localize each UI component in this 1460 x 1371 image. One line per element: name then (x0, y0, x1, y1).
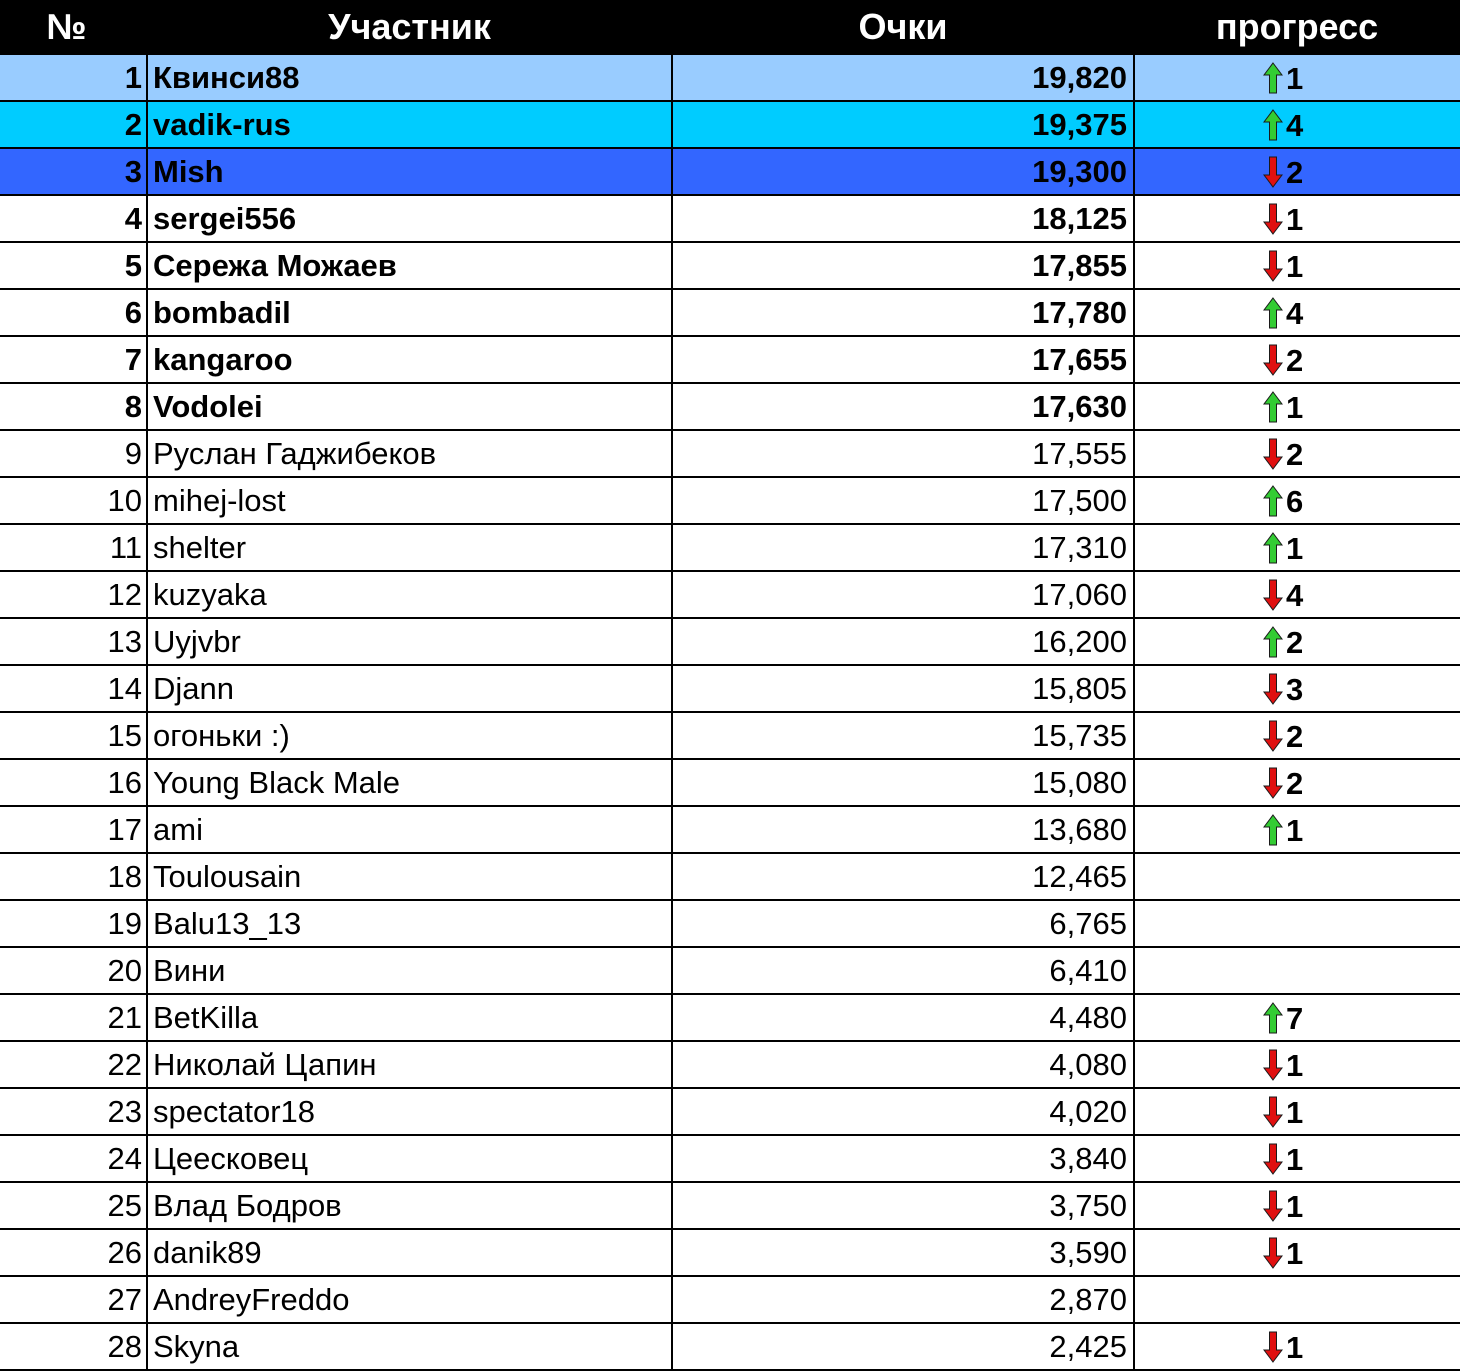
arrow-down-icon (1263, 1143, 1283, 1175)
progress-cell (1134, 712, 1460, 759)
participant-cell: Влад Бодров (147, 1182, 672, 1229)
table-row (0, 994, 1460, 1041)
table-row (0, 759, 1460, 806)
table-row (0, 618, 1460, 665)
progress-delta: 4 (1286, 295, 1304, 331)
rank-cell: 25 (0, 1182, 147, 1229)
points-cell: 17,500 (672, 477, 1134, 524)
arrow-up-icon (1263, 1002, 1283, 1034)
points-cell: 3,590 (672, 1229, 1134, 1276)
points-cell: 13,680 (672, 806, 1134, 853)
points-cell: 17,855 (672, 242, 1134, 289)
rank-cell: 2 (0, 101, 147, 148)
arrow-down-icon (1263, 767, 1283, 799)
table-row (0, 54, 1460, 101)
progress-delta: 1 (1286, 248, 1304, 284)
progress-cell (1134, 1229, 1460, 1276)
participant-cell: Toulousain (147, 853, 672, 900)
participant-cell: bombadil (147, 289, 672, 336)
participant-cell: Mish (147, 148, 672, 195)
arrow-down-icon (1263, 438, 1283, 470)
table-row (0, 101, 1460, 148)
progress-cell (1134, 1323, 1460, 1370)
progress-cell (1134, 1041, 1460, 1088)
progress-cell (1134, 148, 1460, 195)
rank-cell: 23 (0, 1088, 147, 1135)
table-row (0, 524, 1460, 571)
progress-delta: 7 (1286, 1000, 1304, 1036)
progress-cell (1134, 947, 1460, 994)
table-row (0, 242, 1460, 289)
participant-cell: огоньки :) (147, 712, 672, 759)
progress-cell (1134, 900, 1460, 947)
table-body (0, 54, 1460, 1370)
rank-cell: 13 (0, 618, 147, 665)
points-cell: 6,410 (672, 947, 1134, 994)
progress-delta: 2 (1286, 624, 1304, 660)
arrow-down-icon (1263, 156, 1283, 188)
points-cell: 17,655 (672, 336, 1134, 383)
rank-cell: 19 (0, 900, 147, 947)
table-row (0, 712, 1460, 759)
progress-cell (1134, 54, 1460, 101)
rank-cell: 24 (0, 1135, 147, 1182)
rank-cell: 26 (0, 1229, 147, 1276)
progress-delta: 6 (1286, 483, 1304, 519)
progress-cell (1134, 289, 1460, 336)
points-cell: 17,630 (672, 383, 1134, 430)
arrow-down-icon (1263, 579, 1283, 611)
participant-cell: ami (147, 806, 672, 853)
arrow-down-icon (1263, 1096, 1283, 1128)
table-row (0, 430, 1460, 477)
participant-cell: Руслан Гаджибеков (147, 430, 672, 477)
progress-cell (1134, 759, 1460, 806)
progress-cell (1134, 994, 1460, 1041)
table-row (0, 853, 1460, 900)
points-cell: 3,750 (672, 1182, 1134, 1229)
rank-cell: 22 (0, 1041, 147, 1088)
participant-cell: shelter (147, 524, 672, 571)
rank-cell: 1 (0, 54, 147, 101)
participant-cell: Цеесковец (147, 1135, 672, 1182)
participant-cell: Николай Цапин (147, 1041, 672, 1088)
participant-cell: Balu13_13 (147, 900, 672, 947)
rank-cell: 15 (0, 712, 147, 759)
progress-delta: 1 (1286, 1235, 1304, 1271)
arrow-down-icon (1263, 1190, 1283, 1222)
arrow-up-icon (1263, 109, 1283, 141)
rank-cell: 18 (0, 853, 147, 900)
table-row (0, 1041, 1460, 1088)
rank-column-header: № (46, 5, 87, 47)
participant-cell: BetKilla (147, 994, 672, 1041)
table-row (0, 289, 1460, 336)
progress-delta: 1 (1286, 1188, 1304, 1224)
progress-cell (1134, 524, 1460, 571)
points-cell: 3,840 (672, 1135, 1134, 1182)
arrow-up-icon (1263, 814, 1283, 846)
arrow-down-icon (1263, 250, 1283, 282)
arrow-up-icon (1263, 62, 1283, 94)
progress-delta: 2 (1286, 342, 1304, 378)
progress-cell (1134, 336, 1460, 383)
participant-column-header: Участник (328, 5, 491, 47)
participant-cell: Квинси88 (147, 54, 672, 101)
rank-cell: 14 (0, 665, 147, 712)
table-header (0, 0, 1460, 54)
arrow-down-icon (1263, 1331, 1283, 1363)
points-cell: 17,060 (672, 571, 1134, 618)
progress-delta: 4 (1286, 107, 1304, 143)
progress-delta: 1 (1286, 1047, 1304, 1083)
points-cell: 17,780 (672, 289, 1134, 336)
arrow-up-icon (1263, 297, 1283, 329)
participant-cell: Сережа Можаев (147, 242, 672, 289)
rank-cell: 7 (0, 336, 147, 383)
progress-cell (1134, 571, 1460, 618)
points-cell: 15,735 (672, 712, 1134, 759)
arrow-down-icon (1263, 344, 1283, 376)
progress-delta: 1 (1286, 1094, 1304, 1130)
progress-cell (1134, 383, 1460, 430)
rank-cell: 8 (0, 383, 147, 430)
participant-cell: vadik-rus (147, 101, 672, 148)
rank-cell: 5 (0, 242, 147, 289)
progress-delta: 1 (1286, 530, 1304, 566)
progress-delta: 4 (1286, 577, 1304, 613)
progress-column-header: прогресс (1215, 5, 1379, 47)
progress-delta: 1 (1286, 201, 1304, 237)
progress-delta: 1 (1286, 60, 1304, 96)
rank-cell: 3 (0, 148, 147, 195)
points-cell: 17,310 (672, 524, 1134, 571)
participant-cell: kuzyaka (147, 571, 672, 618)
table-row (0, 665, 1460, 712)
progress-delta: 2 (1286, 436, 1304, 472)
progress-delta: 1 (1286, 1141, 1304, 1177)
rank-cell: 10 (0, 477, 147, 524)
points-cell: 4,020 (672, 1088, 1134, 1135)
points-cell: 19,820 (672, 54, 1134, 101)
table-row (0, 477, 1460, 524)
progress-cell (1134, 477, 1460, 524)
progress-cell (1134, 430, 1460, 477)
progress-delta: 1 (1286, 1329, 1304, 1365)
participant-cell: sergei556 (147, 195, 672, 242)
arrow-up-icon (1263, 485, 1283, 517)
points-cell: 19,300 (672, 148, 1134, 195)
table-row (0, 1088, 1460, 1135)
table-row (0, 1135, 1460, 1182)
progress-cell (1134, 618, 1460, 665)
participant-cell: AndreyFreddo (147, 1276, 672, 1323)
table-row (0, 1229, 1460, 1276)
progress-cell (1134, 806, 1460, 853)
rank-cell: 6 (0, 289, 147, 336)
progress-cell (1134, 853, 1460, 900)
arrow-down-icon (1263, 203, 1283, 235)
rank-cell: 11 (0, 524, 147, 571)
points-cell: 18,125 (672, 195, 1134, 242)
progress-delta: 2 (1286, 765, 1304, 801)
arrow-up-icon (1263, 391, 1283, 423)
progress-cell (1134, 1276, 1460, 1323)
progress-cell (1134, 1135, 1460, 1182)
progress-delta: 1 (1286, 389, 1304, 425)
rank-cell: 21 (0, 994, 147, 1041)
progress-delta: 1 (1286, 812, 1304, 848)
table-row (0, 195, 1460, 242)
arrow-up-icon (1263, 626, 1283, 658)
points-cell: 2,870 (672, 1276, 1134, 1323)
participant-cell: spectator18 (147, 1088, 672, 1135)
points-cell: 2,425 (672, 1323, 1134, 1370)
participant-cell: Young Black Male (147, 759, 672, 806)
table-row (0, 383, 1460, 430)
table-row (0, 1182, 1460, 1229)
points-cell: 16,200 (672, 618, 1134, 665)
progress-cell (1134, 101, 1460, 148)
table-row (0, 1323, 1460, 1370)
points-cell: 19,375 (672, 101, 1134, 148)
progress-cell (1134, 195, 1460, 242)
participant-cell: Вини (147, 947, 672, 994)
participant-cell: Uyjvbr (147, 618, 672, 665)
participant-cell: Vodolei (147, 383, 672, 430)
rank-cell: 12 (0, 571, 147, 618)
progress-delta: 2 (1286, 718, 1304, 754)
points-cell: 15,080 (672, 759, 1134, 806)
points-cell: 15,805 (672, 665, 1134, 712)
progress-cell (1134, 1088, 1460, 1135)
rank-cell: 27 (0, 1276, 147, 1323)
participant-cell: danik89 (147, 1229, 672, 1276)
progress-cell (1134, 1182, 1460, 1229)
table-row (0, 900, 1460, 947)
rank-cell: 16 (0, 759, 147, 806)
points-cell: 4,480 (672, 994, 1134, 1041)
arrow-down-icon (1263, 673, 1283, 705)
table-row (0, 1276, 1460, 1323)
table-row (0, 806, 1460, 853)
participant-cell: Skyna (147, 1323, 672, 1370)
participant-cell: mihej-lost (147, 477, 672, 524)
points-cell: 12,465 (672, 853, 1134, 900)
points-column-header: Очки (858, 5, 948, 47)
table-row (0, 947, 1460, 994)
rank-cell: 20 (0, 947, 147, 994)
points-cell: 17,555 (672, 430, 1134, 477)
progress-delta: 3 (1286, 671, 1304, 707)
progress-cell (1134, 242, 1460, 289)
table-row (0, 336, 1460, 383)
arrow-down-icon (1263, 720, 1283, 752)
progress-delta: 2 (1286, 154, 1304, 190)
arrow-up-icon (1263, 532, 1283, 564)
points-cell: 6,765 (672, 900, 1134, 947)
rank-cell: 9 (0, 430, 147, 477)
points-cell: 4,080 (672, 1041, 1134, 1088)
participant-cell: kangaroo (147, 336, 672, 383)
rank-cell: 28 (0, 1323, 147, 1370)
header-row (0, 0, 1460, 54)
arrow-down-icon (1263, 1049, 1283, 1081)
rank-cell: 4 (0, 195, 147, 242)
arrow-down-icon (1263, 1237, 1283, 1269)
progress-cell (1134, 665, 1460, 712)
rank-cell: 17 (0, 806, 147, 853)
table-row (0, 571, 1460, 618)
table-row (0, 148, 1460, 195)
participant-cell: Djann (147, 665, 672, 712)
